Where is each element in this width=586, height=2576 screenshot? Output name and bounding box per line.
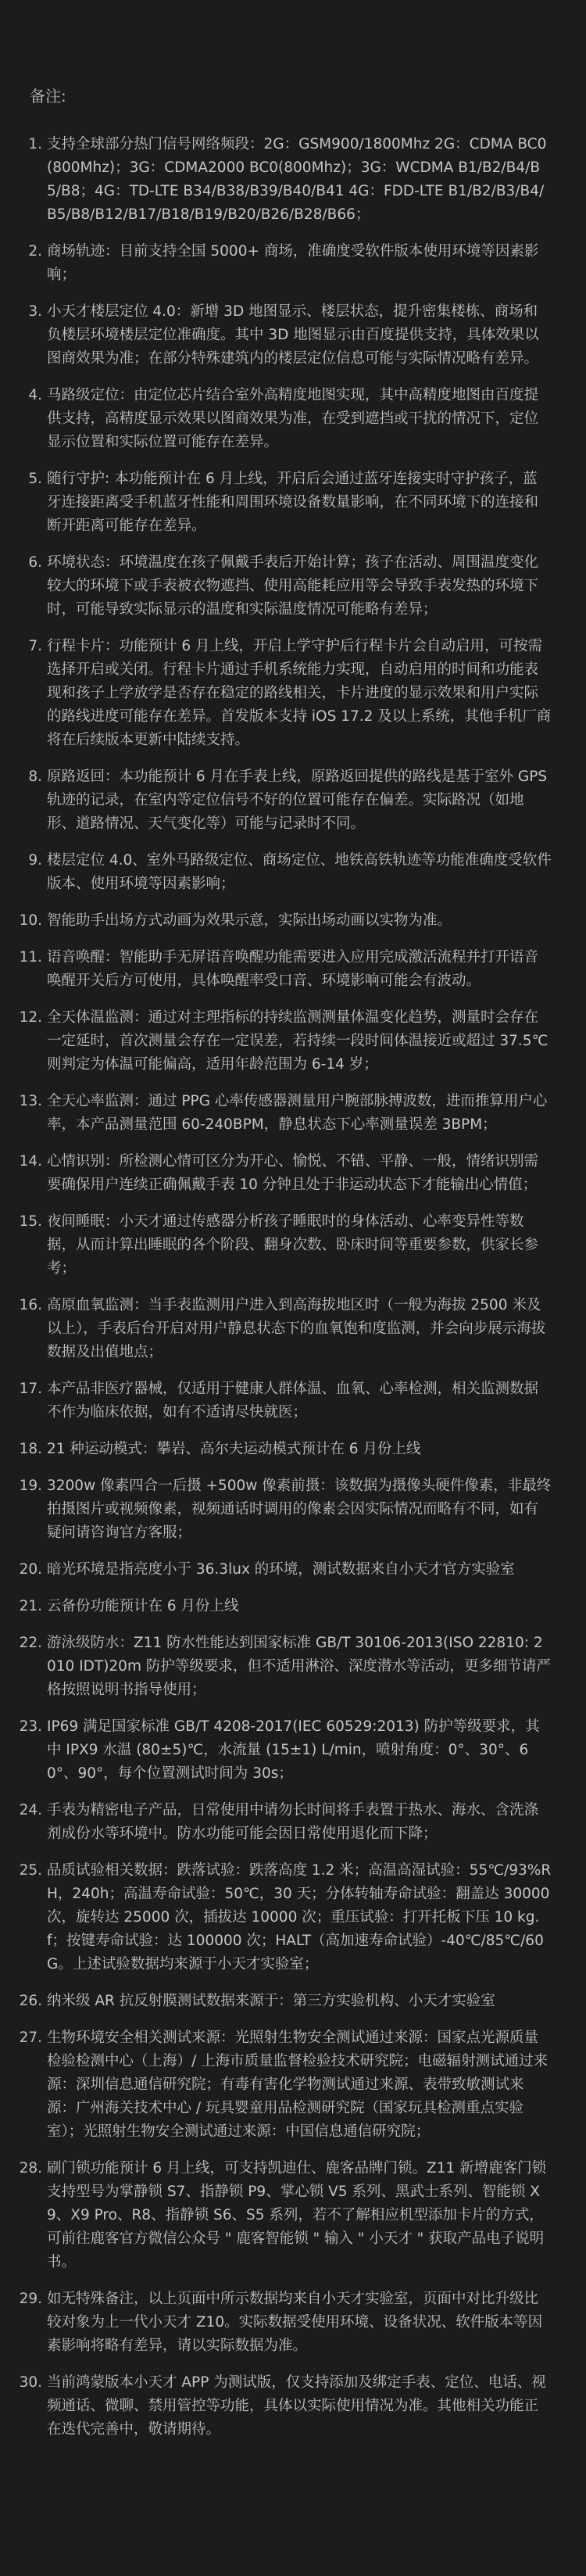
note-number: 11. xyxy=(19,949,42,966)
notes-heading: 备注: xyxy=(30,87,66,106)
note-number: 14. xyxy=(19,1153,42,1170)
note-item xyxy=(0,1090,586,1137)
note-text: 语音唤醒：智能助手无屏语音唤醒功能需要进入应用完成激活流程并打开语音唤醒开关后方可使用，具体唤醒率受口音、环境影响可能会有波动。 xyxy=(47,949,539,989)
note-text: 心情识别：所检测心情可区分为开心、愉悦、不错、平静、一般，情绪识别需要确保用户连续正确佩戴手表 10 分钟且处于非运动状态下才能输出心情值； xyxy=(47,1153,539,1193)
note-number: 18. xyxy=(19,1441,42,1457)
note-item xyxy=(0,384,586,454)
notes-list xyxy=(0,133,586,2455)
note-number: 22. xyxy=(19,1635,42,1651)
note-item xyxy=(0,765,586,836)
note-text: 楼层定位 4.0、室外马路级定位、商场定位、地铁高铁轨迹等功能准确度受软件版本、使用环境等因素影响； xyxy=(47,852,552,892)
note-text: 游泳级防水：Z11 防水性能达到国家标准 GB/T 30106-2013(ISO 22810: 2010 IDT)20m 防护等级要求，但不适用淋浴、深度潜水等活动，更多细节请严格按照说明书指导使用； xyxy=(47,1635,551,1698)
note-text: 全天体温监测：通过对主理指标的持续监测测量体温变化趋势，测量时会存在一定延时，首次测量会存在一定误差，若持续一段时间体温接近或超过 37.5℃则判定为体温可能偏高，适用年龄范围为 6-14 岁； xyxy=(47,1009,548,1073)
note-number: 29. xyxy=(19,2291,42,2307)
note-item xyxy=(0,300,586,371)
note-item xyxy=(0,1294,586,1364)
note-number: 16. xyxy=(19,1297,42,1313)
note-item xyxy=(0,1632,586,1702)
note-number: 21. xyxy=(19,1598,42,1614)
note-number: 26. xyxy=(19,1993,42,2009)
note-number: 15. xyxy=(19,1213,42,1230)
note-text: 刷门锁功能预计 6 月上线，可支持凯迪仕、鹿客品牌门锁。Z11 新增鹿客门锁支持型号为掌静锁 S7、指静锁 P9、掌心锁 V5 系列、黑武士系列、智能锁 X9、X9 Pro、R8、指静锁 S6、S5 系列，若不了解相应机型添加卡片的方式，可前往鹿客官方微信公众号 " 鹿客智能锁 " 输入 " 小天才 " 获取产品电子说明书。 xyxy=(47,2160,547,2270)
note-text: 环境状态：环境温度在孩子佩戴手表后开始计算；孩子在活动、周围温度变化较大的环境下或手表被衣物遮挡、使用高能耗应用等会导致手表发热的环境下时，可能导致实际显示的温度和实际温度情况可能略有差异； xyxy=(47,554,539,618)
note-text: 全天心率监测：通过 PPG 心率传感器测量用户腕部脉搏波数，进而推算用户心率，本产品测量范围 60-240BPM，静息状态下心率测量误差 3BPM； xyxy=(47,1093,548,1133)
note-number: 6. xyxy=(28,554,42,571)
note-text: 纳米级 AR 抗反射膜测试数据来源于：第三方实验机构、小天才实验室 xyxy=(47,1993,495,2009)
note-item xyxy=(0,133,586,227)
note-text: 品质试验相关数据：跌落试验：跌落高度 1.2 米；高温高湿试验：55℃/93%RH，240h；高温寿命试验：50℃，30 天；分体转轴寿命试验：翻盖达 30000 次，旋转达 25000 次，插拔达 10000 次；重压试验：打开托板下压 10 kg.f；按键寿命试验：达 100000 次；HALT（高加速寿命试验）-40℃/85℃/60G。上述试验数据均来源于小天才实验室； xyxy=(47,1862,552,1972)
note-item xyxy=(0,2288,586,2358)
note-item xyxy=(0,946,586,993)
note-item xyxy=(0,2026,586,2144)
note-text: 如无特殊备注，以上页面中所示数据均来自小天才实验室，页面中对比升级比较对象为上一代小天才 Z10。实际数据受使用环境、设备状况、软件版本等因素影响将略有差异，请以实际数据为准。 xyxy=(47,2291,543,2354)
note-item xyxy=(0,1859,586,1976)
note-text: 当前鸿蒙版本小天才 APP 为测试版，仅支持添加及绑定手表、定位、电话、视频通话、微聊、禁用管控等功能，具体以实际使用情况为准。其他相关功能正在迭代完善中，敬请期待。 xyxy=(47,2374,546,2438)
note-number: 7. xyxy=(28,638,42,654)
note-text: 马路级定位：由定位芯片结合室外高精度地图实现，其中高精度地图由百度提供支持，高精度显示效果以图商效果为准，在受到遮挡或干扰的情况下，定位显示位置和实际位置可能存在差异。 xyxy=(47,387,539,450)
note-item xyxy=(0,1378,586,1424)
note-item xyxy=(0,1799,586,1846)
note-number: 4. xyxy=(28,387,42,403)
note-item xyxy=(0,1438,586,1461)
note-item xyxy=(0,849,586,896)
note-number: 10. xyxy=(19,912,42,929)
note-text: 云备份功能预计在 6 月份上线 xyxy=(47,1598,239,1614)
note-item xyxy=(0,909,586,933)
note-number: 28. xyxy=(19,2160,42,2177)
note-item xyxy=(0,2157,586,2274)
note-number: 1. xyxy=(28,136,42,152)
note-item xyxy=(0,551,586,622)
note-text: 3200w 像素四合一后摄 +500w 像素前摄：该数据为摄像头硬件像素，非最终拍摄图片或视频像素，视频通话时调用的像素会因实际情况而略有不同，如有疑问请咨询官方客服； xyxy=(47,1478,552,1541)
note-number: 30. xyxy=(19,2374,42,2391)
note-number: 17. xyxy=(19,1381,42,1397)
note-item xyxy=(0,240,586,287)
note-text: 生物环境安全相关测试来源：光照射生物安全测试通过来源：国家点光源质量检验检测中心（上海）/ 上海市质量监督检验技术研究院；电磁辐射测试通过来源：深圳信息通信研究院；有毒有害化学物测试通过来源、表带致敏测试来源：广州海关技术中心 / 玩具婴童用品检测研究院（国家玩具检测重点实验室）；光照射生物安全测试通过来源：中国信息通信研究院； xyxy=(47,2030,548,2140)
note-text: 暗光环境是指亮度小于 36.3lux 的环境，测试数据来自小天才官方实验室 xyxy=(47,1561,515,1578)
note-item xyxy=(0,1990,586,2013)
note-text: 行程卡片：功能预计 6 月上线，开启上学守护后行程卡片会自动启用，可按需选择开启或关闭。行程卡片通过手机系统能力实现，自动启用的时间和功能表现和孩子上学放学是否存在稳定的路线相关，卡片进度的显示效果和用户实际的路线进度可能存在差异。首发版本支持 iOS 17.2 及以上系统，其他手机厂商将在后续版本更新中陆续支持。 xyxy=(47,638,552,748)
note-text: 高原血氧监测：当手表监测用户进入到高海拔地区时（一般为海拔 2500 米及以上），手表后台开启对用户静息状态下的血氧饱和度监测，并会向步展示海拔数据及出值地点； xyxy=(47,1297,546,1360)
note-text: 本产品非医疗器械，仅适用于健康人群体温、血氧、心率检测，相关监测数据不作为临床依据，如有不适请尽快就医； xyxy=(47,1381,539,1421)
note-text: 夜间睡眠：小天才通过传感器分析孩子睡眠时的身体活动、心率变异性等数据，从而计算出睡眠的各个阶段、翻身次数、卧床时间等重要参数，供家长参考； xyxy=(47,1213,539,1277)
note-number: 2. xyxy=(28,243,42,260)
note-number: 3. xyxy=(28,303,42,320)
note-number: 25. xyxy=(19,1862,42,1879)
note-item xyxy=(0,468,586,538)
note-item xyxy=(0,635,586,752)
note-number: 20. xyxy=(19,1561,42,1578)
note-number: 27. xyxy=(19,2030,42,2046)
note-text: 小天才楼层定位 4.0：新增 3D 地图显示、楼层状态，提升密集楼栋、商场和负楼层环境楼层定位准确度。其中 3D 地图显示由百度提供支持，具体效果以图商效果为准；在部分特殊建筑内的楼层定位信息可能与实际情况略有差异。 xyxy=(47,303,539,367)
note-text: IP69 满足国家标准 GB/T 4208-2017(IEC 60529:2013) 防护等级要求，其中 IPX9 水温 (80±5)℃，水流量 (15±1) L/min，喷射角度：0°、30°、60°、90°，每个位置测试时间为 30s； xyxy=(47,1718,540,1782)
note-number: 9. xyxy=(28,852,42,869)
note-number: 12. xyxy=(19,1009,42,1026)
note-text: 支持全球部分热门信号网络频段：2G：GSM900/1800Mhz 2G：CDMA BC0(800Mhz)；3G：CDMA2000 BC0(800Mhz)；3G：WCDMA B1/B2/B4/B5/B8；4G：TD-LTE B34/B38/B39/B40/B41 4G：FDD-LTE B1/B2/B3/B4/B5/B8/B12/B17/B18/B19/B20/B26/B28/B66； xyxy=(47,136,547,223)
note-number: 24. xyxy=(19,1802,42,1818)
note-item xyxy=(0,1715,586,1786)
note-text: 随行守护: 本功能预计在 6 月上线，开启后会通过蓝牙连接实时守护孩子，蓝牙连接距离受手机蓝牙性能和周围环境设备数量影响，在不同环境下的连接和断开距离可能存在差异。 xyxy=(47,471,539,534)
note-text: 手表为精密电子产品，日常使用中请勿长时间将手表置于热水、海水、含洗涤剂成份水等环境中。防水功能可能会因日常使用退化而下降； xyxy=(47,1802,539,1842)
note-text: 21 种运动模式：攀岩、高尔夫运动模式预计在 6 月份上线 xyxy=(47,1441,421,1457)
note-item xyxy=(0,2371,586,2442)
note-text: 原路返回：本功能预计 6 月在手表上线，原路返回提供的路线是基于室外 GPS 轨迹的记录，在室内等定位信号不好的位置可能存在偏差。实际路况（如地形、道路情况、天气变化等）可能与记录时不同。 xyxy=(47,769,548,832)
note-item xyxy=(0,1595,586,1618)
note-text: 智能助手出场方式动画为效果示意，实际出场动画以实物为准。 xyxy=(47,912,452,929)
note-number: 23. xyxy=(19,1718,42,1735)
note-number: 19. xyxy=(19,1478,42,1494)
note-item xyxy=(0,1474,586,1545)
note-item xyxy=(0,1006,586,1077)
note-number: 5. xyxy=(28,471,42,487)
note-item xyxy=(0,1150,586,1197)
note-item xyxy=(0,1210,586,1281)
note-item xyxy=(0,1558,586,1582)
note-number: 13. xyxy=(19,1093,42,1109)
note-number: 8. xyxy=(28,769,42,785)
note-text: 商场轨迹：目前支持全国 5000+ 商场，准确度受软件版本使用环境等因素影响； xyxy=(47,243,539,283)
